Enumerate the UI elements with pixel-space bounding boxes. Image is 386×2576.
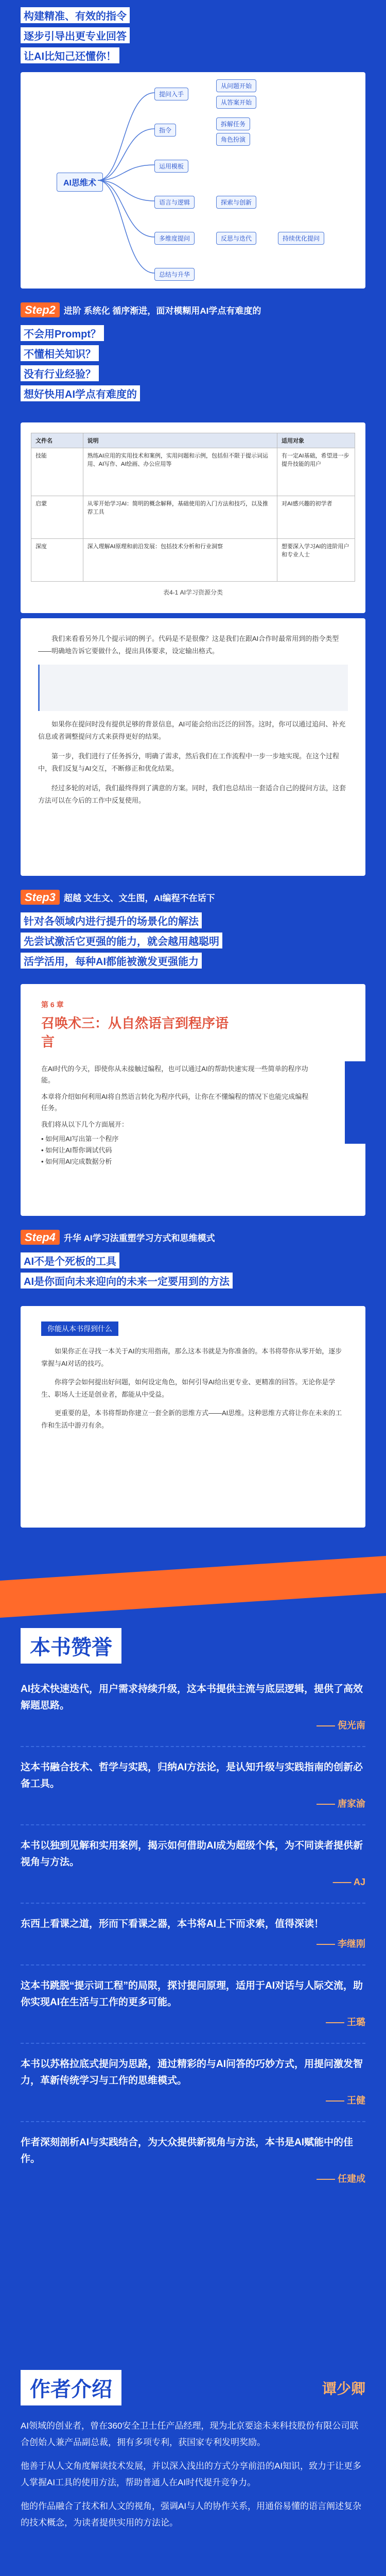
- step3-section: [0, 889, 386, 971]
- intro-line-1: 构建精准、有效的指令: [21, 7, 130, 23]
- praise-author: —— 唐家渝: [316, 1799, 365, 1809]
- step2-q2: 不懂相关知识？: [21, 345, 99, 361]
- mindmap-center: AI思维术: [57, 173, 103, 192]
- chapter-para-1: 在AI时代的今天，即使你从未接触过编程，也可以通过AI的帮助快速实现一些简单的程序功能。: [41, 1065, 308, 1084]
- mindmap-node-7: 语言与逻辑: [154, 196, 195, 209]
- excerpt-para-3: 更重要的是，本书将帮助你建立一套全新的思维方式——AI思维。这种思维方式将让你在未来的工作和生活中游刃有余。: [41, 1409, 342, 1429]
- intro-line-3: 让AI比知己还懂你！: [21, 47, 119, 63]
- praise-item: [21, 2044, 365, 2122]
- chapter-bullet-3: • 如何用AI完成数据分析: [41, 1158, 112, 1165]
- praise-author: —— 李继刚: [316, 1939, 365, 1949]
- chapter-bullet-1: • 如何用AI写出第一个程序: [41, 1135, 119, 1143]
- excerpt-para-2: 你将学会如何提出好问题，如何设定角色，如何引导AI给出更专业、更精准的回答。无论你是学生、职场人士还是创业者，都能从中受益。: [41, 1378, 336, 1398]
- step2-q1: 不会用Prompt？: [21, 325, 104, 341]
- praise-item: [21, 1904, 365, 1965]
- step2-tag: Step2: [21, 302, 60, 317]
- textblock-para-1: 如果你在提问时没有提供足够的背景信息，AI可能会给出泛泛的回答。这时，你可以通过追问、补充信息或者调整提问方式来获得更好的结果。: [38, 720, 346, 740]
- praise-author: —— AJ: [332, 1877, 365, 1887]
- excerpt-panel: [21, 1306, 365, 1528]
- textblock-panel: [21, 618, 365, 876]
- step2-section: [0, 301, 386, 403]
- mindmap-node-12: 总结与升华: [154, 268, 195, 281]
- praise-item: [21, 1965, 365, 2044]
- mindmap-panel: [21, 72, 365, 289]
- praise-list: [21, 1669, 365, 2199]
- mindmap-node-11: 持续优化提问: [278, 232, 324, 245]
- step4-section: [0, 1229, 386, 1291]
- resource-table: [31, 433, 355, 582]
- mindmap-node-6: 运用模板: [154, 160, 188, 173]
- step4-tag: Step4: [21, 1230, 60, 1245]
- table-cell: 想要深入学习AI的进阶用户和专业人士: [277, 539, 355, 582]
- author-title: 作者介绍: [21, 2370, 121, 2405]
- table-header-2: 适用对象: [277, 433, 355, 448]
- praise-item: [21, 2122, 365, 2199]
- step2-q4: 想好快用AI学点有难度的: [21, 385, 140, 401]
- textblock-para-2: 第一步，我们进行了任务拆分，明确了需求，然后我们在工作流程中一步一步地实现。在这个过程中，我们反复与AI交互，不断修正和优化结果。: [38, 752, 340, 772]
- praise-text: 这本书跳脱“提示词工程”的局限，探讨提问原理，适用于AI对话与人际交流，助你实现AI在生活与工作的更多可能。: [21, 1980, 363, 2008]
- praise-section: [0, 1628, 386, 2199]
- praise-text: AI技术快速迭代，用户需求持续升级，这本书提供主流与底层逻辑，提供了高效解题思路。: [21, 1684, 363, 1711]
- step4-line1: 升华 AI学习法重塑学习方式和思维模式: [63, 1233, 215, 1243]
- textblock-para-0: 我们来看看另外几个提示词的例子。代码是不是很像？这是我们在跟AI合作时最常用到的指令类型——明确地告诉它要做什么，提出具体要求，设定输出格式。: [38, 635, 339, 655]
- table-caption: 表4-1 AI学习资源分类: [163, 589, 223, 596]
- orange-divider: [0, 1556, 386, 1618]
- praise-text: 东西上看课之道，形而下看课之器，本书将AI上下而求索，值得深读！: [21, 1919, 324, 1929]
- step3-tag: Step3: [21, 890, 60, 905]
- table-header-0: 文件名: [31, 433, 83, 448]
- author-section: [0, 2370, 386, 2531]
- mindmap-node-8: 探索与创新: [216, 196, 256, 209]
- mindmap-node-9: 多维度提问: [154, 232, 195, 245]
- table-cell: 熟练AI应用的实用技术和案例，实用问题和示例，包括但不限于提示词运用、AI写作、AI绘画、办公应用等: [83, 448, 277, 496]
- praise-title: 本书赞誉: [21, 1628, 121, 1664]
- praise-text: 这本书融合技术、哲学与实践，归纳AI方法论，是认知升级与实践指南的创新必备工具。: [21, 1762, 363, 1789]
- chapter-bullet-2: • 如何让AI帮你调试代码: [41, 1146, 112, 1154]
- step3-headline: [21, 889, 386, 907]
- table-cell: 深度: [31, 539, 83, 582]
- praise-item: [21, 1669, 365, 1747]
- table-row: [31, 496, 355, 539]
- author-para-2: 他善于从人文角度解读技术发展，并以深入浅出的方式分享前沿的AI知识，致力于让更多人掌握AI工具的使用方法，帮助普通人在AI时代提升竞争力。: [21, 2461, 362, 2487]
- table-row: [31, 539, 355, 582]
- mindmap-node-2: 从答案开始: [216, 96, 256, 109]
- table-cell: 深入理解AI原理和前沿发展：包括技术分析和行业洞察: [83, 539, 277, 582]
- table-cell: 启蒙: [31, 496, 83, 539]
- excerpt-para-1: 如果你正在寻找一本关于AI的实用指南，那么这本书就是为你准备的。本书将带你从零开始，逐步掌握与AI对话的技巧。: [41, 1347, 342, 1367]
- praise-text: 本书以苏格拉底式提问为思路，通过精彩的与AI问答的巧妙方式，用提问激发智力，革新传统学习与工作的思维模式。: [21, 2059, 363, 2086]
- praise-text: 本书以独到见解和实用案例，揭示如何借助AI成为超级个体，为不同读者提供新视角与方法。: [21, 1840, 363, 1868]
- step2-q3: 没有行业经验？: [21, 365, 99, 381]
- author-para-3: 他的作品融合了技术和人文的视角，强调AI与人的协作关系，用通俗易懂的语言阐述复杂的技术概念，为读者提供实用的方法论。: [21, 2501, 362, 2528]
- step2-line1: 进阶 系统化 循序渐进，面对模糊用AI学点有难度的: [63, 306, 261, 316]
- step3-line1: 超越 文生文、文生图，AI编程不在话下: [63, 893, 215, 903]
- mindmap-node-5: 角色扮演: [216, 133, 250, 146]
- praise-item: [21, 1825, 365, 1904]
- step3-line-c: 活学活用，每种AI都能被激发更强能力: [21, 953, 202, 969]
- mindmap-node-0: 提问入手: [154, 88, 188, 100]
- chapter-title: 召唤术三：从自然语言到程序语言: [41, 1015, 229, 1049]
- step3-line-a: 针对各领域内进行提升的场景化的解法: [21, 912, 202, 928]
- mindmap-node-4: 拆解任务: [216, 117, 250, 130]
- table-cell: 从零开始学习AI：简明的概念解释，基础使用的入门方法和技巧，以及推荐工具: [83, 496, 277, 539]
- table-cell: 对AI感兴趣的初学者: [277, 496, 355, 539]
- step4-line-a: AI不是个死板的工具: [21, 1252, 119, 1268]
- mindmap-node-1: 从问题开始: [216, 79, 256, 92]
- mindmap-node-3: 指令: [154, 124, 176, 137]
- chapter-para-3: 我们将从以下几个方面展开：: [41, 1121, 129, 1128]
- chapter-bar: [345, 1061, 365, 1144]
- author-para-1: AI领域的创业者，曾在360安全卫士任产品经理，现为北京要途未来科技股份有限公司联合创始人兼产品副总裁，拥有多项专利，获国家专利发明奖励。: [21, 2421, 359, 2447]
- mindmap-node-10: 反思与迭代: [216, 232, 256, 245]
- author-name: 谭少卿: [322, 2380, 365, 2397]
- step4-line-b: AI是你面向未来迎向的未来一定要用到的方法: [21, 1273, 233, 1289]
- table-header-1: 说明: [83, 433, 277, 448]
- step4-headline: [21, 1229, 386, 1247]
- intro-line-2: 逐步引导出更专业回答: [21, 27, 130, 43]
- table-panel: [21, 422, 365, 613]
- praise-text: 作者深刻剖析AI与实践结合，为大众提供新视角与方法，本书是AI赋能中的佳作。: [21, 2137, 354, 2164]
- praise-author: —— 王璐: [325, 2017, 365, 2027]
- table-cell: 技能: [31, 448, 83, 496]
- mindmap-lines: [21, 72, 365, 289]
- step3-line-b: 先尝试激活它更强的能力，就会越用越聪明: [21, 933, 222, 948]
- table-cell: 有一定AI基础，希望进一步提升技能的用户: [277, 448, 355, 496]
- praise-author: —— 任建成: [316, 2174, 365, 2184]
- praise-author: —— 王健: [325, 2095, 365, 2106]
- textblock-code: [38, 665, 348, 711]
- intro-section: [0, 5, 386, 65]
- praise-author: —— 倪光南: [316, 1720, 365, 1731]
- chapter-para-2: 本章将介绍如何利用AI将自然语言转化为程序代码，让你在不懂编程的情况下也能完成编程任务。: [41, 1093, 309, 1112]
- praise-item: [21, 1747, 365, 1825]
- chapter-panel: [21, 984, 365, 1216]
- chapter-number: 第 6 章: [41, 1001, 64, 1009]
- excerpt-heading: 你能从本书得到什么: [41, 1321, 118, 1336]
- table-row: [31, 448, 355, 496]
- step2-headline: [21, 301, 386, 320]
- textblock-para-3: 经过多轮的对话，我们最终得到了满意的方案。同时，我们也总结出一套适合自己的提问方法，这套方法可以在今后的工作中反复使用。: [38, 784, 346, 804]
